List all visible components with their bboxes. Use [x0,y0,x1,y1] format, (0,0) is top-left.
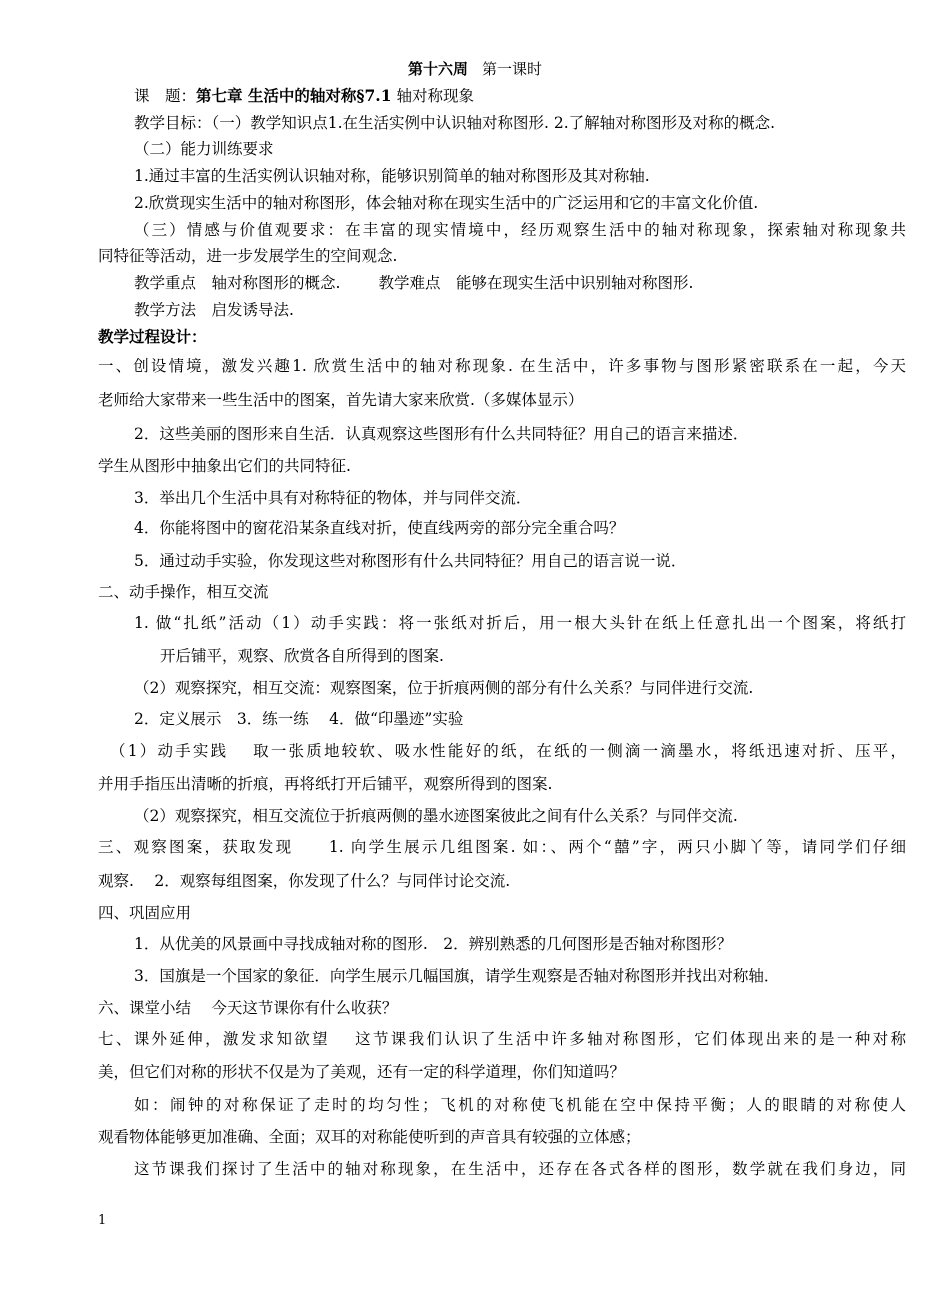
process-line: 一、创设情境，激发兴趣1. 欣赏生活中的轴对称现象. 在生活中，许多事物与图形紧密联系在一起，今天 [98,357,906,375]
goal-emotion-line1: （三）情感与价值观要求：在丰富的现实情境中，经历观察生活中的轴对称现象，探索轴对称现象共 [134,221,906,239]
process-line: （2）观察探究，相互交流位于折痕两侧的墨水迹图案彼此之间有什么关系？与同伴交流. [134,807,738,825]
process-line: （1）动手实践 取一张质地较软、吸水性能好的纸，在纸的一侧滴一滴墨水，将纸迅速对折、压平， [110,742,906,760]
goal-ability-heading: （二）能力训练要求 [134,140,274,158]
process-line: 四、巩固应用 [98,904,192,922]
teaching-difficulty: 教学难点 能够在现实生活中识别轴对称图形. [378,274,694,292]
goal-knowledge: 教学目标：（一）教学知识点1.在生活实例中认识轴对称图形. 2.了解轴对称图形及对称的概念. [134,114,776,132]
process-line: 4．你能将图中的窗花沿某条直线对折，使直线两旁的部分完全重合吗？ [134,519,625,537]
process-line: 2．定义展示 3．练一练 4．做“印墨迹”实验 [134,710,464,728]
process-line: 观察. 2．观察每组图案，你发现了什么？与同伴讨论交流. [98,872,511,890]
page-title [0,59,950,79]
chapter-title: 第七章 生活中的轴对称§7.1 [196,86,392,105]
process-line: （2）观察探究，相互交流：观察图案，位于折痕两侧的部分有什么关系？与同伴进行交流. [134,679,754,697]
process-line: 2．这些美丽的图形来自生活．认真观察这些图形有什么共同特征？用自己的语言来描述． [134,425,749,443]
process-line: 1. 做“扎纸”活动（1）动手实践：将一张纸对折后，用一根大头针在纸上任意扎出一个图案，将纸打 [134,614,906,632]
week-title: 第十六周 [407,60,468,78]
focus-difficulty [134,273,906,293]
teaching-focus: 教学重点 轴对称图形的概念. [134,274,341,292]
process-line: 并用手指压出清晰的折痕，再将纸打开后铺平，观察所得到的图案. [98,775,553,793]
process-line: 3．国旗是一个国家的象征．向学生展示几幅国旗，请学生观察是否轴对称图形并找出对称轴． [134,967,780,985]
process-line: 观看物体能够更加准确、全面；双耳的对称能使听到的声音具有较强的立体感； [98,1128,641,1146]
process-heading: 教学过程设计： [98,328,207,346]
process-line: 3．举出几个生活中具有对称特征的物体，并与同伴交流． [134,489,532,507]
process-line: 六、课堂小结 今天这节课你有什么收获？ [98,999,398,1017]
goal-emotion-line2: 同特征等活动，进一步发展学生的空间观念. [98,247,398,265]
process-line: 如：闹钟的对称保证了走时的均匀性；飞机的对称使飞机能在空中保持平衡；人的眼睛的对称使人 [134,1096,906,1114]
lesson-topic: 课 题：第七章 生活中的轴对称§7.1 轴对称现象 [134,86,474,105]
process-line: 开后铺平，观察、欣赏各自所得到的图案. [160,647,444,665]
page-number: 1 [98,1213,107,1228]
process-line: 5．通过动手实验，你发现这些对称图形有什么共同特征？用自己的语言说一说． [134,552,687,570]
process-line: 老师给大家带来一些生活中的图案，首先请大家来欣赏.（多媒体显示） [98,391,584,409]
process-line: 1．从优美的风景画中寻找成轴对称的图形. 2．辨别熟悉的几何图形是否轴对称图形？ [134,935,733,953]
process-line: 这节课我们探讨了生活中的轴对称现象，在生活中，还存在各式各样的图形，数学就在我们身边，同 [134,1160,906,1178]
goal-ability-2: 2.欣赏现实生活中的轴对称图形，体会轴对称在现实生活中的广泛运用和它的丰富文化价值. [134,194,759,212]
process-line: 三、观察图案，获取发现 1. 向学生展示几组图案. 如：、两个“囍”字，两只小脚丫等，请同学们仔细 [98,838,906,856]
teaching-method: 教学方法 启发诱导法. [134,301,294,319]
process-line: 二、动手操作，相互交流 [98,583,269,601]
process-line: 七、课外延伸，激发求知欲望 这节课我们认识了生活中许多轴对称图形，它们体现出来的是一种对称 [98,1030,906,1048]
period-title: 第一课时 [482,60,543,78]
process-line: 美，但它们对称的形状不仅是为了美观，还有一定的科学道理，你们知道吗？ [98,1063,626,1081]
goal-ability-1: 1.通过丰富的生活实例认识轴对称，能够识别简单的轴对称图形及其对称轴. [134,167,650,185]
process-line: 学生从图形中抽象出它们的共同特征. [98,457,351,475]
